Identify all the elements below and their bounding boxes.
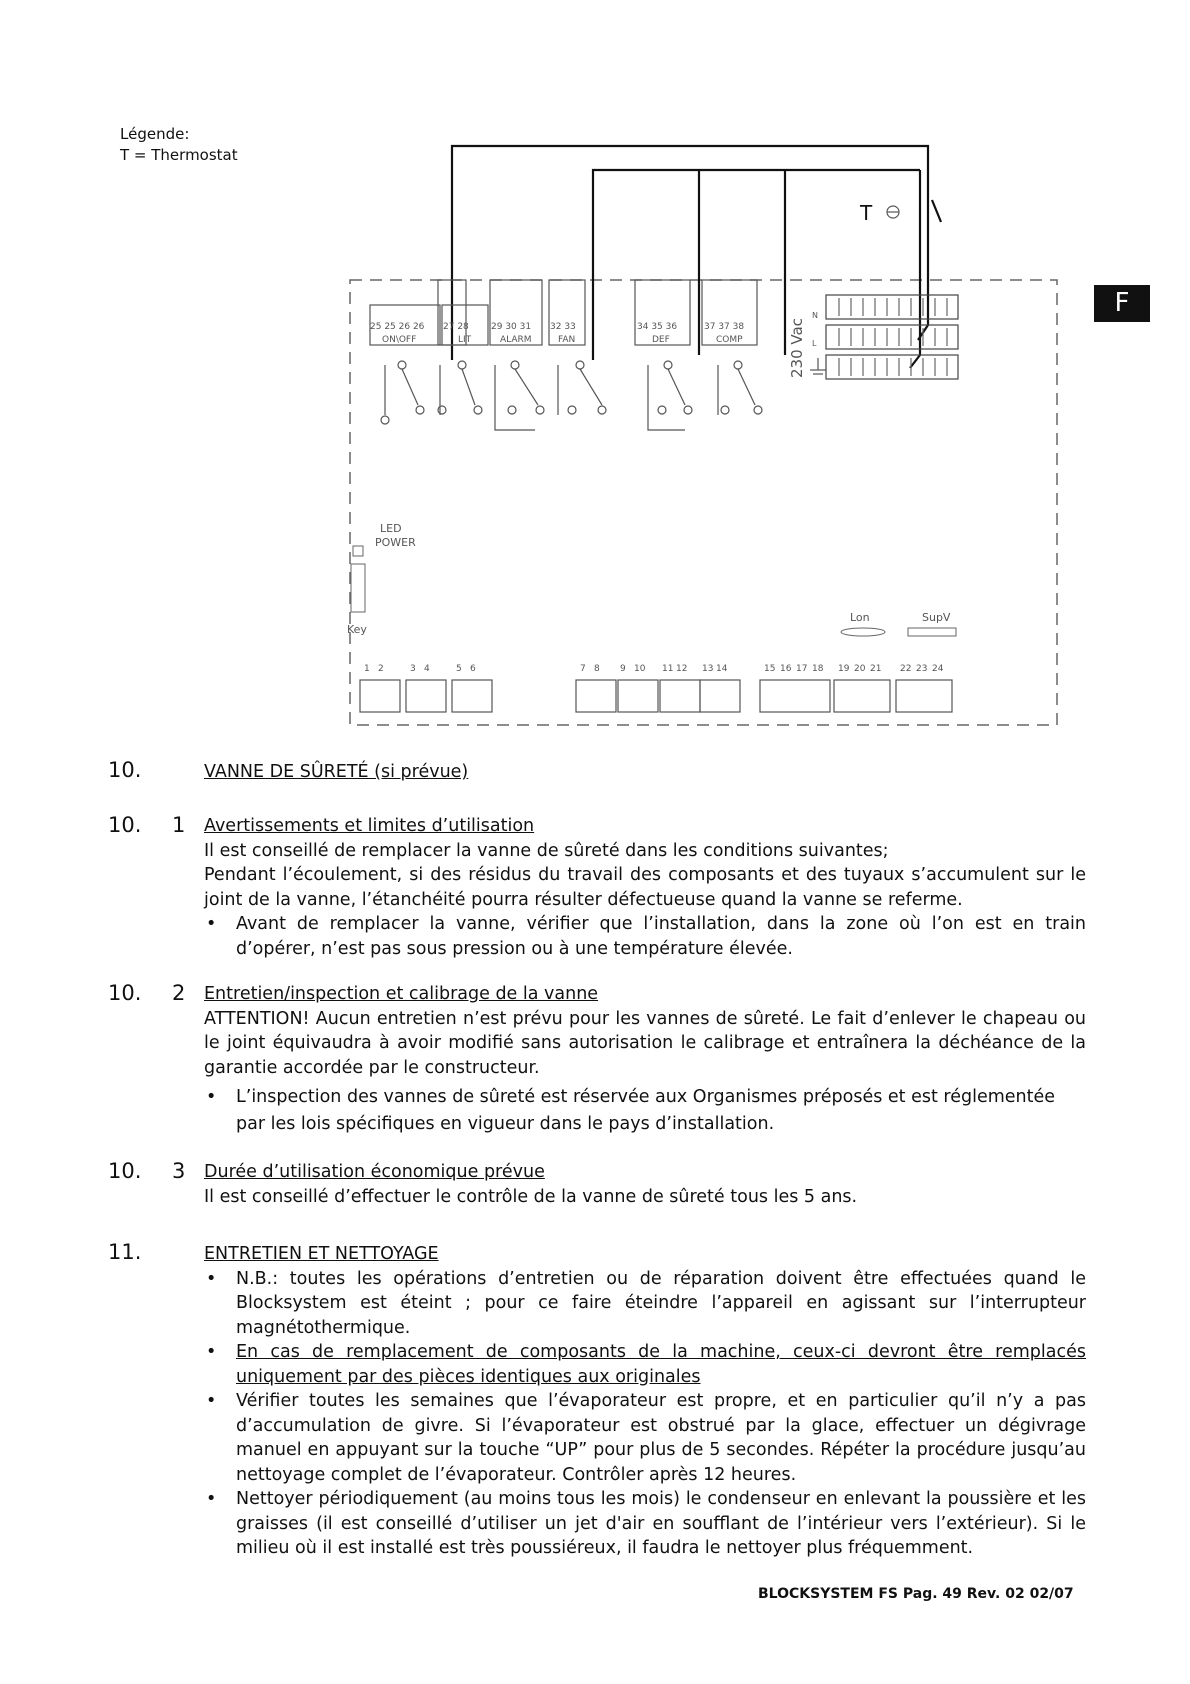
paragraph: Pendant l’écoulement, si des résidus du travail des composants et des tuyaux s’accumulent sur le joint de la vanne, l’étanchéité pourra résulter défectueuse quand la vanne se referme. — [204, 865, 1086, 910]
term-5: 5 — [456, 664, 462, 674]
subsection-index: 1 — [172, 813, 186, 837]
group-name-def: DEF — [652, 335, 670, 345]
subsection-index: 2 — [172, 981, 186, 1005]
subsection-number: 10. — [108, 981, 142, 1005]
term-23: 23 — [916, 664, 928, 674]
term-13: 13 — [702, 664, 714, 674]
term-10: 10 — [634, 664, 646, 674]
supv-port — [908, 628, 956, 636]
wiring-diagram — [340, 140, 1070, 730]
page-footer: BLOCKSYSTEM FS Pag. 49 Rev. 02 02/07 — [758, 1586, 1074, 1602]
term-21: 21 — [870, 664, 882, 674]
group-name-fan: FAN — [558, 335, 576, 345]
bullet-item: • En cas de remplacement de composants de la machine, ceux-ci devront être remplacés uniquement par des pièces identiques aux originales — [204, 1340, 1086, 1389]
subsection-title: Avertissements et limites d’utilisation — [204, 816, 535, 836]
bullet-text: Nettoyer périodiquement ( — [236, 1489, 471, 1509]
subsection-title: Entretien/inspection et calibrage de la vanne — [204, 984, 599, 1004]
term-8: 8 — [594, 664, 600, 674]
bottom-terminal-blocks — [360, 680, 952, 712]
bullet-text: ) le condenseur en enlevant la poussière et les graisses (il est conseillé d’utiliser un jet d'air en soufflant de l’intérieur vers l’extérieur). Si le milieu où il est installé est très poussiéreux, il faudra le nettoyer plus fréquemment. — [236, 1489, 1086, 1558]
power-terminal-strip — [810, 295, 958, 379]
board-outline — [350, 280, 1057, 725]
group-terms-alarm: 29 30 31 — [491, 322, 532, 332]
paragraph: Il est conseillé de remplacer la vanne de sûreté dans les conditions suivantes; — [204, 840, 889, 861]
subsection-10-3 — [204, 1160, 1086, 1209]
voltage-label: 230 Vac — [788, 318, 806, 378]
thermostat-symbol — [887, 206, 899, 218]
group-terms-lit: 27 28 — [443, 322, 469, 332]
lon-label: Lon — [850, 611, 870, 624]
power-label: POWER — [375, 536, 416, 549]
key-label: Key — [347, 623, 367, 636]
group-terms-onoff: 25 25 26 26 — [370, 322, 425, 332]
thermostat-label: T — [860, 201, 873, 225]
led-label: LED — [380, 522, 402, 535]
bullet-item: • Avant de remplacer la vanne, vérifier que l’installation, dans la zone où l’on est en train d’opérer, n’est pas sous pression ou à une température élevée. — [204, 912, 1086, 961]
term-4: 4 — [424, 664, 430, 674]
term-1: 1 — [364, 664, 370, 674]
term-16: 16 — [780, 664, 792, 674]
lon-port — [841, 628, 885, 636]
term-7: 7 — [580, 664, 586, 674]
term-20: 20 — [854, 664, 866, 674]
n-label: N — [812, 311, 818, 320]
group-name-onoff: ON\OFF — [382, 335, 417, 345]
subsection-10-2 — [204, 982, 1086, 1138]
term-15: 15 — [764, 664, 776, 674]
ground-icon — [810, 358, 826, 374]
bullet-item: • L’inspection des vannes de sûreté est réservée aux Organismes préposés et est réglementée par les lois spécifiques en vigueur dans le pays d’installation. — [204, 1084, 1086, 1138]
subsection-index: 3 — [172, 1159, 186, 1183]
group-terms-def: 34 35 36 — [637, 322, 678, 332]
section-title: ENTRETIEN ET NETTOYAGE — [204, 1244, 439, 1264]
bullet-emphasis: au moins tous les mois — [470, 1489, 674, 1509]
term-2: 2 — [378, 664, 384, 674]
term-19: 19 — [838, 664, 850, 674]
section-number: 10. — [108, 758, 142, 782]
group-name-comp: COMP — [716, 335, 743, 345]
legend-item: T = Thermostat — [120, 146, 238, 164]
term-9: 9 — [620, 664, 626, 674]
bullet-item — [204, 1487, 1086, 1561]
term-18: 18 — [812, 664, 824, 674]
term-6: 6 — [470, 664, 476, 674]
key-slot — [351, 564, 365, 612]
section-title: VANNE DE SÛRETÉ (si prévue) — [204, 762, 469, 782]
supv-label: SupV — [922, 611, 951, 624]
term-3: 3 — [410, 664, 416, 674]
section-number: 11. — [108, 1240, 142, 1264]
paragraph: Il est conseillé d’effectuer le contrôle de la vanne de sûreté tous les 5 ans. — [204, 1186, 858, 1207]
group-terms-fan: 32 33 — [550, 322, 576, 332]
legend — [120, 124, 238, 166]
subsection-title: Durée d’utilisation économique prévue — [204, 1162, 545, 1182]
subsection-10-1 — [204, 814, 1086, 961]
term-24: 24 — [932, 664, 944, 674]
group-terms-comp: 37 37 38 — [704, 322, 745, 332]
term-17: 17 — [796, 664, 808, 674]
group-name-lit: LIT — [458, 335, 472, 345]
l-label: L — [812, 339, 817, 348]
term-22: 22 — [900, 664, 912, 674]
led-indicator — [353, 546, 363, 556]
bullet-item: • N.B.: toutes les opérations d’entretien ou de réparation doivent être effectuées quand le Blocksystem est éteint ; pour ce faire éteindre l’appareil en agissant sur l’interrupteur magnétothermique. — [204, 1267, 1086, 1341]
subsection-number: 10. — [108, 813, 142, 837]
group-name-alarm: ALARM — [500, 335, 532, 345]
term-11: 11 — [662, 664, 674, 674]
relay-contacts — [381, 361, 762, 430]
paragraph: ATTENTION! Aucun entretien n’est prévu pour les vannes de sûreté. Le fait d’enlever le chapeau ou le joint équivaudra à avoir modifié sans autorisation le calibrage et entraînera la déchéance de la garantie accordée par le constructeur. — [204, 1008, 1086, 1078]
term-14: 14 — [716, 664, 728, 674]
legend-title: Légende: — [120, 125, 190, 143]
term-12: 12 — [676, 664, 688, 674]
bullet-item: • Vérifier toutes les semaines que l’évaporateur est propre, et en particulier qu’il n’y a pas d’accumulation de givre. Si l’évaporateur est obstrué par la glace, effectuer un dégivrage manuel en appuyant sur la touche “UP” pour plus de 5 secondes. Répéter la procédure jusqu’au nettoyage complet de l’évaporateur. Contrôler après 12 heures. — [204, 1389, 1086, 1487]
subsection-number: 10. — [108, 1159, 142, 1183]
language-tab: F — [1094, 285, 1150, 322]
section-11 — [204, 1242, 1086, 1561]
